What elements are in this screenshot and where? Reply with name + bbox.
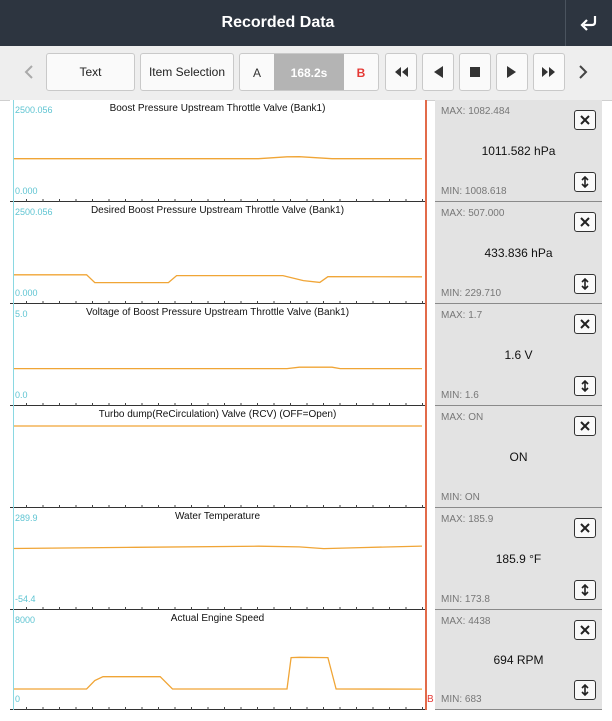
vertical-expand-icon — [580, 176, 590, 188]
y-min-label: 0.000 — [15, 186, 38, 196]
y-min-label: 0 — [15, 694, 21, 704]
vertical-expand-icon — [580, 684, 590, 696]
y-max-label: 289.9 — [15, 513, 38, 523]
chart-title: Water Temperature — [174, 511, 261, 522]
series-line — [13, 367, 422, 368]
chevron-left-icon — [24, 64, 34, 80]
close-icon — [580, 421, 590, 431]
title-bar — [0, 0, 612, 46]
y-axis-line — [13, 100, 14, 710]
close-icon — [580, 625, 590, 635]
item-selection-button[interactable]: Item Selection — [140, 53, 234, 91]
chart-title: Voltage of Boost Pressure Upstream Throttle Valve (Bank1) — [85, 307, 350, 318]
min-value: MIN: ON — [441, 492, 480, 503]
fast-forward-icon — [541, 66, 557, 78]
close-icon — [580, 319, 590, 329]
line-plot — [10, 304, 425, 406]
line-plot — [10, 202, 425, 304]
return-icon — [579, 14, 599, 32]
current-value: 433.836 hPa — [484, 246, 553, 260]
max-value: MAX: 1.7 — [441, 310, 483, 321]
current-value: 1.6 V — [504, 348, 533, 362]
page-title: Recorded Data — [221, 14, 335, 31]
y-min-label: 0.0 — [15, 390, 28, 400]
vertical-expand-icon — [580, 278, 590, 290]
y-max-label: 2500.056 — [15, 105, 53, 115]
y-min-label: -54.4 — [15, 594, 36, 604]
close-button[interactable] — [574, 620, 596, 640]
expand-button[interactable] — [574, 172, 596, 192]
chart-title: Boost Pressure Upstream Throttle Valve (Bank1) — [109, 103, 326, 114]
vertical-expand-icon — [580, 584, 590, 596]
value-panel — [435, 304, 602, 406]
back-button[interactable] — [565, 0, 612, 46]
step-back-button[interactable] — [422, 53, 454, 91]
min-value: MIN: 173.8 — [441, 594, 490, 605]
chevron-right-icon — [578, 64, 588, 80]
play-icon — [506, 65, 518, 79]
line-plot — [10, 100, 425, 202]
line-plot — [10, 508, 425, 610]
stop-icon — [469, 66, 481, 78]
max-value: MAX: ON — [441, 412, 484, 423]
bottom-strip — [0, 710, 612, 721]
value-panel — [435, 610, 602, 710]
chart-title: Actual Engine Speed — [170, 613, 265, 624]
close-icon — [580, 115, 590, 125]
expand-button[interactable] — [574, 580, 596, 600]
y-max-label: 8000 — [15, 615, 36, 625]
y-max-label: 5.0 — [15, 309, 28, 319]
chart-title: Desired Boost Pressure Upstream Throttle Valve (Bank1) — [90, 205, 345, 216]
min-value: MIN: 1.6 — [441, 390, 479, 401]
close-button[interactable] — [574, 212, 596, 232]
close-button[interactable] — [574, 518, 596, 538]
time-range-control[interactable] — [239, 53, 379, 91]
y-min-label: 0.000 — [15, 288, 38, 298]
series-line — [13, 657, 422, 689]
close-button[interactable] — [574, 314, 596, 334]
chart-panel — [10, 610, 425, 710]
y-max-label: 2500.056 — [15, 207, 53, 217]
series-line — [13, 275, 422, 283]
toolbar — [0, 46, 612, 101]
value-panel — [435, 508, 602, 610]
max-value: MAX: 4438 — [441, 616, 491, 627]
chart-panel — [10, 202, 425, 304]
current-value: ON — [509, 450, 528, 464]
time-value: 168.2s — [274, 54, 344, 91]
max-value: MAX: 185.9 — [441, 514, 494, 525]
value-panel — [435, 406, 602, 508]
min-value: MIN: 683 — [441, 694, 482, 705]
current-value: 185.9 °F — [495, 552, 542, 566]
max-value: MAX: 1082.484 — [441, 106, 510, 117]
expand-button[interactable] — [574, 274, 596, 294]
series-line — [13, 546, 422, 549]
fast-rewind-icon — [393, 66, 409, 78]
current-value: 694 RPM — [493, 653, 544, 667]
prev-page-button[interactable] — [16, 53, 42, 91]
play-button[interactable] — [496, 53, 528, 91]
b-cursor-line[interactable] — [425, 100, 427, 710]
current-value: 1011.582 hPa — [481, 144, 556, 158]
chart-title: Turbo dump(ReCirculation) Valve (RCV) (OFF=Open) — [98, 409, 337, 420]
close-icon — [580, 217, 590, 227]
rewind-button[interactable] — [385, 53, 417, 91]
b-marker[interactable]: B — [356, 66, 366, 80]
line-plot — [10, 610, 425, 710]
b-cursor-label: B — [427, 694, 434, 705]
expand-button[interactable] — [574, 376, 596, 396]
line-plot — [10, 406, 425, 508]
chart-panel — [10, 508, 425, 610]
vertical-expand-icon — [580, 380, 590, 392]
play-reverse-icon — [432, 65, 444, 79]
min-value: MIN: 1008.618 — [441, 186, 507, 197]
chart-panel — [10, 406, 425, 508]
close-icon — [580, 523, 590, 533]
close-button[interactable] — [574, 416, 596, 436]
value-panel — [435, 100, 602, 202]
stop-button[interactable] — [459, 53, 491, 91]
a-marker[interactable]: A — [252, 66, 261, 80]
close-button[interactable] — [574, 110, 596, 130]
max-value: MAX: 507.000 — [441, 208, 505, 219]
chart-panel — [10, 100, 425, 202]
series-line — [13, 157, 422, 159]
text-button[interactable]: Text — [46, 53, 135, 91]
next-page-button[interactable] — [570, 53, 596, 91]
value-panel — [435, 202, 602, 304]
chart-panel — [10, 304, 425, 406]
fast-forward-button[interactable] — [533, 53, 565, 91]
expand-button[interactable] — [574, 680, 596, 700]
min-value: MIN: 229.710 — [441, 288, 502, 299]
